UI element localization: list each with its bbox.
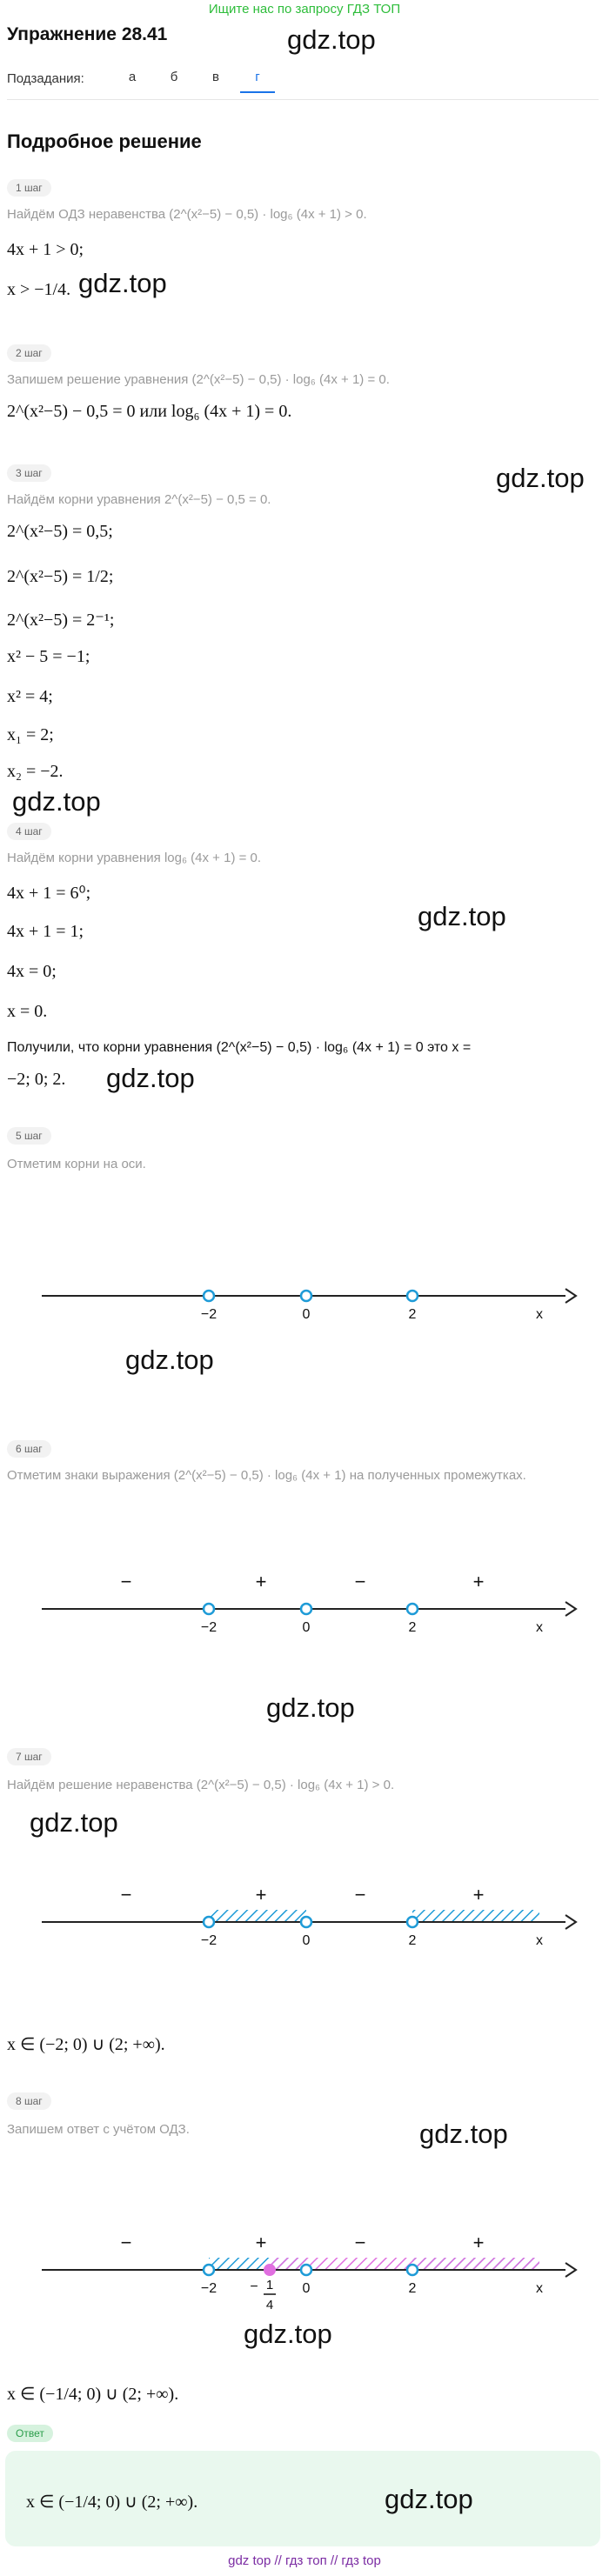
sign-label: − <box>120 1571 132 1592</box>
subtasks-label: Подзадания: <box>7 71 84 86</box>
step-3-line-5: x² = 4; <box>7 687 53 706</box>
tab-b[interactable]: б <box>170 70 178 84</box>
step-6-desc: Отметим знаки выражения (2^(x²−5) − 0,5) · log₆ (4x + 1) на полученных промежутках. <box>7 1468 526 1483</box>
footer-links[interactable]: gdz top // гдз топ // гдз top <box>228 2553 381 2568</box>
watermark: gdz.top <box>287 24 376 55</box>
axis-point-label: −2 <box>200 1307 218 1322</box>
step-4-line-3: 4x = 0; <box>7 962 57 981</box>
sign-label: + <box>255 1571 267 1592</box>
axis-point <box>407 2265 418 2275</box>
step-6-label: 6 шаг <box>7 1440 51 1458</box>
step-3-label: 3 шаг <box>7 464 51 482</box>
step-3-line-2: 2^(x²−5) = 1/2; <box>7 567 114 586</box>
axis-arrow <box>566 1289 576 1303</box>
step-3-line-1: 2^(x²−5) = 0,5; <box>7 522 113 541</box>
section-title: Подробное решение <box>7 130 202 152</box>
step-3-line-3: 2^(x²−5) = 2⁻¹; <box>7 611 115 630</box>
hatch-region <box>209 1910 306 1922</box>
divider <box>7 99 599 100</box>
step-7-desc: Найдём решение неравенства (2^(x²−5) − 0,5) · log₆ (4x + 1) > 0. <box>7 1778 395 1792</box>
axis-point-label: −2 <box>200 2281 218 2296</box>
step-3-line-7: x₂ = −2. <box>7 762 64 781</box>
step-8-label: 8 шаг <box>7 2092 51 2110</box>
sign-label: + <box>472 1884 485 1905</box>
step-3-line-4: x² − 5 = −1; <box>7 647 90 666</box>
axis-point <box>407 1291 418 1301</box>
search-banner[interactable]: Ищите нас по запросу ГДЗ ТОП <box>208 2 401 17</box>
sign-label: − <box>120 1884 132 1905</box>
watermark: gdz.top <box>244 2319 332 2349</box>
sign-label: + <box>255 1884 267 1905</box>
watermark: gdz.top <box>30 1807 118 1838</box>
step-7-label: 7 шаг <box>7 1748 51 1765</box>
step-4-result-2: −2; 0; 2. <box>7 1070 66 1089</box>
axis-point-label: 2 <box>408 1307 417 1322</box>
step-1-line-1: 4x + 1 > 0; <box>7 240 84 259</box>
page-title: Упражнение 28.41 <box>7 24 168 44</box>
axis-variable-label: x <box>536 2281 543 2296</box>
watermark: gdz.top <box>125 1345 214 1375</box>
sign-label: − <box>354 1571 366 1592</box>
watermark: gdz.top <box>419 2119 508 2149</box>
number-line-step-8 <box>0 2200 609 2312</box>
step-7-result: x ∈ (−2; 0) ∪ (2; +∞). <box>7 2035 165 2054</box>
axis-point-label: 2 <box>408 1620 417 1635</box>
axis-point <box>204 2265 214 2275</box>
step-4-line-4: x = 0. <box>7 1002 48 1021</box>
step-4-line-1: 4x + 1 = 6⁰; <box>7 884 91 903</box>
axis-variable-label: x <box>536 1933 543 1948</box>
odz-point-numerator: 1 <box>265 2278 274 2292</box>
number-line-step-6 <box>0 1548 609 1635</box>
sign-label: + <box>255 2232 267 2253</box>
sign-label: − <box>354 1884 366 1905</box>
step-2-label: 2 шаг <box>7 344 51 362</box>
axis-point-label: −2 <box>200 1933 218 1948</box>
axis-point <box>204 1291 214 1301</box>
sign-label: − <box>354 2232 366 2253</box>
sign-label: + <box>472 2232 485 2253</box>
step-2-line-1: 2^(x²−5) − 0,5 = 0 или log₆ (4x + 1) = 0. <box>7 402 292 421</box>
step-4-line-2: 4x + 1 = 1; <box>7 922 84 941</box>
step-1-label: 1 шаг <box>7 179 51 197</box>
axis-point <box>204 1917 214 1927</box>
odz-point-minus: − <box>250 2279 258 2294</box>
watermark: gdz.top <box>266 1692 355 1723</box>
axis-point-label: 0 <box>302 2281 311 2296</box>
sign-label: + <box>472 1571 485 1592</box>
watermark: gdz.top <box>12 786 101 817</box>
axis-point-label: 2 <box>408 2281 417 2296</box>
step-2-desc: Запишем решение уравнения (2^(x²−5) − 0,5) · log₆ (4x + 1) = 0. <box>7 372 390 387</box>
tab-g[interactable]: г <box>240 70 275 93</box>
watermark: gdz.top <box>385 2484 473 2514</box>
step-1-line-2: x > −1/4. <box>7 280 71 299</box>
answer-text: x ∈ (−1/4; 0) ∪ (2; +∞). <box>26 2493 198 2512</box>
number-line-step-5 <box>0 1252 609 1322</box>
axis-arrow <box>566 2263 576 2277</box>
axis-point-label: 0 <box>302 1620 311 1635</box>
tab-v[interactable]: в <box>212 70 219 84</box>
axis-arrow <box>566 1602 576 1616</box>
axis-point <box>301 2265 311 2275</box>
step-1-desc: Найдём ОДЗ неравенства (2^(x²−5) − 0,5) · log₆ (4x + 1) > 0. <box>7 207 367 222</box>
axis-point-label: 0 <box>302 1933 311 1948</box>
hatch-region <box>412 1910 539 1922</box>
answer-label: Ответ <box>7 2425 53 2442</box>
axis-point <box>301 1604 311 1614</box>
tab-a[interactable]: а <box>128 70 137 84</box>
axis-point <box>301 1291 311 1301</box>
watermark: gdz.top <box>78 268 167 298</box>
step-4-result: Получили, что корни уравнения (2^(x²−5) − 0,5) · log₆ (4x + 1) = 0 это x = <box>7 1040 472 1055</box>
step-4-label: 4 шаг <box>7 823 51 840</box>
axis-point <box>407 1917 418 1927</box>
axis-point <box>301 1917 311 1927</box>
odz-point-denominator: 4 <box>265 2298 274 2312</box>
axis-variable-label: x <box>536 1620 543 1635</box>
watermark: gdz.top <box>496 463 585 493</box>
step-8-desc: Запишем ответ с учётом ОДЗ. <box>7 2122 190 2137</box>
step-8-result: x ∈ (−1/4; 0) ∪ (2; +∞). <box>7 2385 179 2404</box>
step-5-label: 5 шаг <box>7 1127 51 1145</box>
axis-point-label: 2 <box>408 1933 417 1948</box>
axis-point <box>407 1604 418 1614</box>
axis-variable-label: x <box>536 1307 543 1322</box>
odz-point <box>264 2265 275 2275</box>
axis-point-label: −2 <box>200 1620 218 1635</box>
step-3-desc: Найдём корни уравнения 2^(x²−5) − 0,5 = 0. <box>7 492 271 507</box>
watermark: gdz.top <box>106 1063 195 1093</box>
watermark: gdz.top <box>418 901 506 931</box>
axis-point <box>204 1604 214 1614</box>
axis-point-label: 0 <box>302 1307 311 1322</box>
step-4-desc: Найдём корни уравнения log₆ (4x + 1) = 0. <box>7 851 262 865</box>
sign-label: − <box>120 2232 132 2253</box>
axis-arrow <box>566 1915 576 1929</box>
number-line-step-7 <box>0 1861 609 1948</box>
step-5-desc: Отметим корни на оси. <box>7 1157 146 1171</box>
step-3-line-6: x₁ = 2; <box>7 725 54 744</box>
